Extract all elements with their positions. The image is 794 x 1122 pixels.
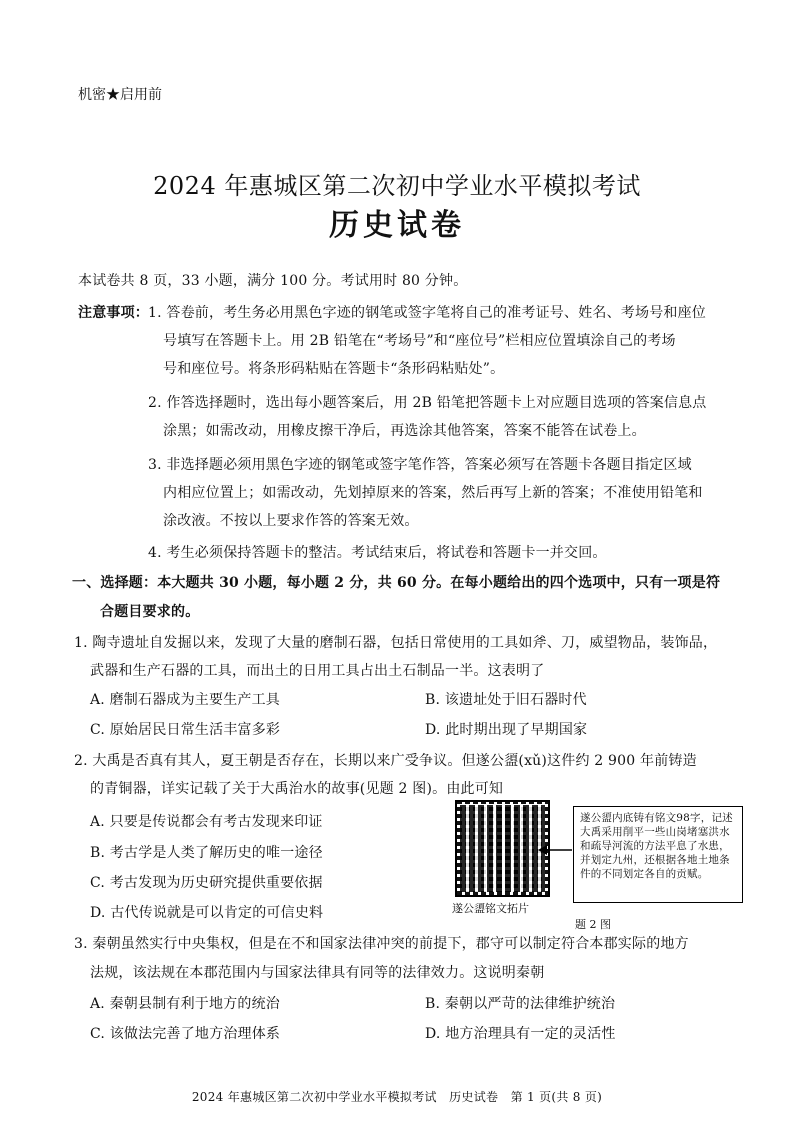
confidential-label: 机密★启用前 [78, 87, 162, 103]
rubbing-caption: 遂公盨铭文拓片 [452, 902, 529, 915]
note-line: 号填写在答题卡上。用 2B 铅笔在“考场号”和“座位号”栏相应位置填涂自己的考场 [163, 333, 676, 349]
section-heading-cont: 合题目要求的。 [100, 604, 200, 620]
note-line: 内相应位置上；如需改动，先划掉原来的答案，然后再写上新的答案；不准使用铅笔和 [163, 485, 703, 501]
q1-option-b: B. 该遗址处于旧石器时代 [425, 692, 587, 708]
figure-caption: 题 2 图 [575, 918, 611, 931]
inscription-rubbing-image [455, 800, 550, 897]
question-3-stem: 3. 秦朝虽然实行中央集权，但是在不和国家法律冲突的前提下，郡守可以制定符合本郡实际的地方 [74, 936, 689, 952]
notes-label: 注意事项： [78, 305, 149, 321]
question-1-stem-cont: 武器和生产石器的工具，而出土的日用工具占出土石制品一半。这表明了 [90, 663, 545, 679]
page-footer: 2024 年惠城区第二次初中学业水平模拟考试 历史试卷 第 1 页(共 8 页) [191, 1090, 603, 1104]
question-2-stem-cont: 的青铜器，详实记载了关于大禹治水的故事(见题 2 图)。由此可知 [90, 781, 504, 797]
q3-option-d: D. 地方治理具有一定的灵活性 [425, 1026, 616, 1042]
question-2-stem: 2. 大禹是否真有其人，夏王朝是否存在，长期以来广受争议。但遂公盨(xǔ)这件约 2 900 年前铸造 [74, 753, 697, 769]
q1-option-c: C. 原始居民日常生活丰富多彩 [90, 722, 281, 738]
question-3-stem-cont: 法规，该法规在本郡范围内与国家法律具有同等的法律效力。这说明秦朝 [90, 965, 545, 981]
q3-option-c: C. 该做法完善了地方治理体系 [90, 1026, 281, 1042]
q3-option-b: B. 秦朝以严苛的法律维护统治 [425, 996, 616, 1012]
note-line: 涂黑；如需改动，用橡皮擦干净后，再选涂其他答案，答案不能答在试卷上。 [163, 423, 646, 439]
figure-text-box: 遂公盨内底铸有铭文98字，记述大禹采用削平一些山岗堵塞洪水和疏导河流的方法平息了水患，并划定九州，还根据各地土地条件的不同划定各自的贡赋。 [573, 806, 743, 903]
q3-option-a: A. 秦朝县制有利于地方的统治 [90, 996, 281, 1012]
note-line: 4. 考生必须保持答题卡的整洁。考试结束后，将试卷和答题卡一并交回。 [148, 545, 607, 561]
exam-title: 2024 年惠城区第二次初中学业水平模拟考试 [153, 172, 641, 200]
arrow-left-icon [538, 843, 572, 857]
note-line: 2. 作答选择题时，选出每小题答案后，用 2B 铅笔把答题卡上对应题目选项的答案信息点 [148, 395, 707, 411]
note-line: 3. 非选择题必须用黑色字迹的钢笔或签字笔作答，答案必须写在答题卡各题目指定区域 [148, 457, 692, 473]
q1-option-d: D. 此时期出现了早期国家 [425, 722, 588, 738]
q1-option-a: A. 磨制石器成为主要生产工具 [90, 692, 281, 708]
question-1-stem: 1. 陶寺遗址自发掘以来，发现了大量的磨制石器，包括日常使用的工具如斧、刀，威望物品，装饰品， [74, 635, 718, 651]
note-line: 1. 答卷前，考生务必用黑色字迹的钢笔或签字笔将自己的准考证号、姓名、考场号和座位 [148, 305, 707, 321]
q2-option-b: B. 考古学是人类了解历史的唯一途径 [90, 845, 323, 861]
q2-option-d: D. 古代传说就是可以肯定的可信史料 [90, 905, 324, 921]
q2-option-a: A. 只要是传说都会有考古发现来印证 [90, 814, 323, 830]
note-line: 号和座位号。将条形码粘贴在答题卡“条形码粘贴处”。 [163, 361, 505, 377]
note-line: 涂改液。不按以上要求作答的答案无效。 [163, 513, 419, 529]
exam-intro: 本试卷共 8 页，33 小题，满分 100 分。考试用时 80 分钟。 [78, 273, 468, 289]
q2-option-c: C. 考古发现为历史研究提供重要依据 [90, 875, 323, 891]
exam-subject-title: 历史试卷 [329, 208, 465, 243]
section-heading: 一、选择题：本大题共 30 小题，每小题 2 分，共 60 分。在每小题给出的四个选项中，只有一项是符 [72, 575, 721, 591]
